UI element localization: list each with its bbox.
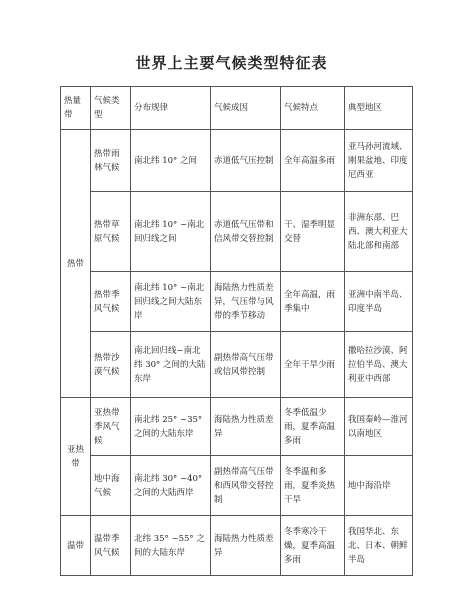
area-cell: 撒哈拉沙漠、阿拉伯半岛、澳大利亚中西部: [345, 332, 413, 398]
header-cell: 典型地区: [345, 87, 413, 130]
feat-cell: 冬季低温少雨，夏季高温多雨: [281, 398, 345, 456]
table-row: [61, 398, 413, 456]
table-row: [61, 192, 413, 272]
table-row: [61, 456, 413, 516]
page-title: 世界上主要气候类型特征表: [135, 54, 328, 72]
climate-table: [60, 86, 413, 576]
cause-cell: 副热带高气压带和西风带交替控制: [211, 456, 281, 516]
area-cell: 我国华北、东北、日本、朝鲜半岛: [345, 516, 413, 576]
dist-cell: 北纬 35° ~55° 之间的大陆东岸: [131, 516, 211, 576]
type-cell: 热带草原气候: [91, 192, 131, 272]
feat-cell: 全年高温多雨: [281, 130, 345, 192]
table-row: [61, 272, 413, 332]
type-cell: 地中海气候: [91, 456, 131, 516]
dist-cell: 南北纬 10° 之间: [131, 130, 211, 192]
header-cell: 分布规律: [131, 87, 211, 130]
table-row: [61, 516, 413, 576]
area-cell: 我国秦岭—淮河以南地区: [345, 398, 413, 456]
header-cell: 气候成因: [211, 87, 281, 130]
header-cell: 气候特点: [281, 87, 345, 130]
feat-cell: 冬季温和多雨，夏季炎热干旱: [281, 456, 345, 516]
cause-cell: 副热带高气压带或信风带控制: [211, 332, 281, 398]
dist-cell: 南北纬 30° ~40° 之间的大陆西岸: [131, 456, 211, 516]
header-cell: 热量带: [61, 87, 91, 130]
feat-cell: 冬季寒冷干燥，夏季高温多雨: [281, 516, 345, 576]
feat-cell: 干、湿季明显交替: [281, 192, 345, 272]
type-cell: 热带季风气候: [91, 272, 131, 332]
dist-cell: 南北纬 10° ~南北回归线之间大陆东岸: [131, 272, 211, 332]
type-cell: 温带季风气候: [91, 516, 131, 576]
header-row: [61, 87, 413, 130]
dist-cell: 南北回归线~南北纬 30° 之间的大陆东岸: [131, 332, 211, 398]
zone-cell: 亚热带: [61, 398, 91, 516]
dist-cell: 南北纬 25° ~35° 之间的大陆东岸: [131, 398, 211, 456]
area-cell: 非洲东部、巴西、澳大利亚大陆北部和南部: [345, 192, 413, 272]
type-cell: 热带沙漠气候: [91, 332, 131, 398]
cause-cell: 海陆热力性质差异: [211, 398, 281, 456]
table-row: [61, 130, 413, 192]
cause-cell: 海陆热力性质差异: [211, 516, 281, 576]
zone-cell: 温带: [61, 516, 91, 576]
area-cell: 亚洲中南半岛、印度半岛: [345, 272, 413, 332]
dist-cell: 南北纬 10° ~南北回归线之间: [131, 192, 211, 272]
area-cell: 地中海沿岸: [345, 456, 413, 516]
zone-cell: 热带: [61, 130, 91, 398]
cause-cell: 赤道低气压带和信风带交替控制: [211, 192, 281, 272]
type-cell: 热带雨林气候: [91, 130, 131, 192]
table-row: [61, 332, 413, 398]
feat-cell: 全年高温，雨季集中: [281, 272, 345, 332]
type-cell: 亚热带季风气候: [91, 398, 131, 456]
area-cell: 亚马孙河流域、刚果盆地、印度尼西亚: [345, 130, 413, 192]
header-cell: 气候类型: [91, 87, 131, 130]
feat-cell: 全年干旱少雨: [281, 332, 345, 398]
cause-cell: 海陆热力性质差异，气压带与风带的季节移动: [211, 272, 281, 332]
cause-cell: 赤道低气压控制: [211, 130, 281, 192]
